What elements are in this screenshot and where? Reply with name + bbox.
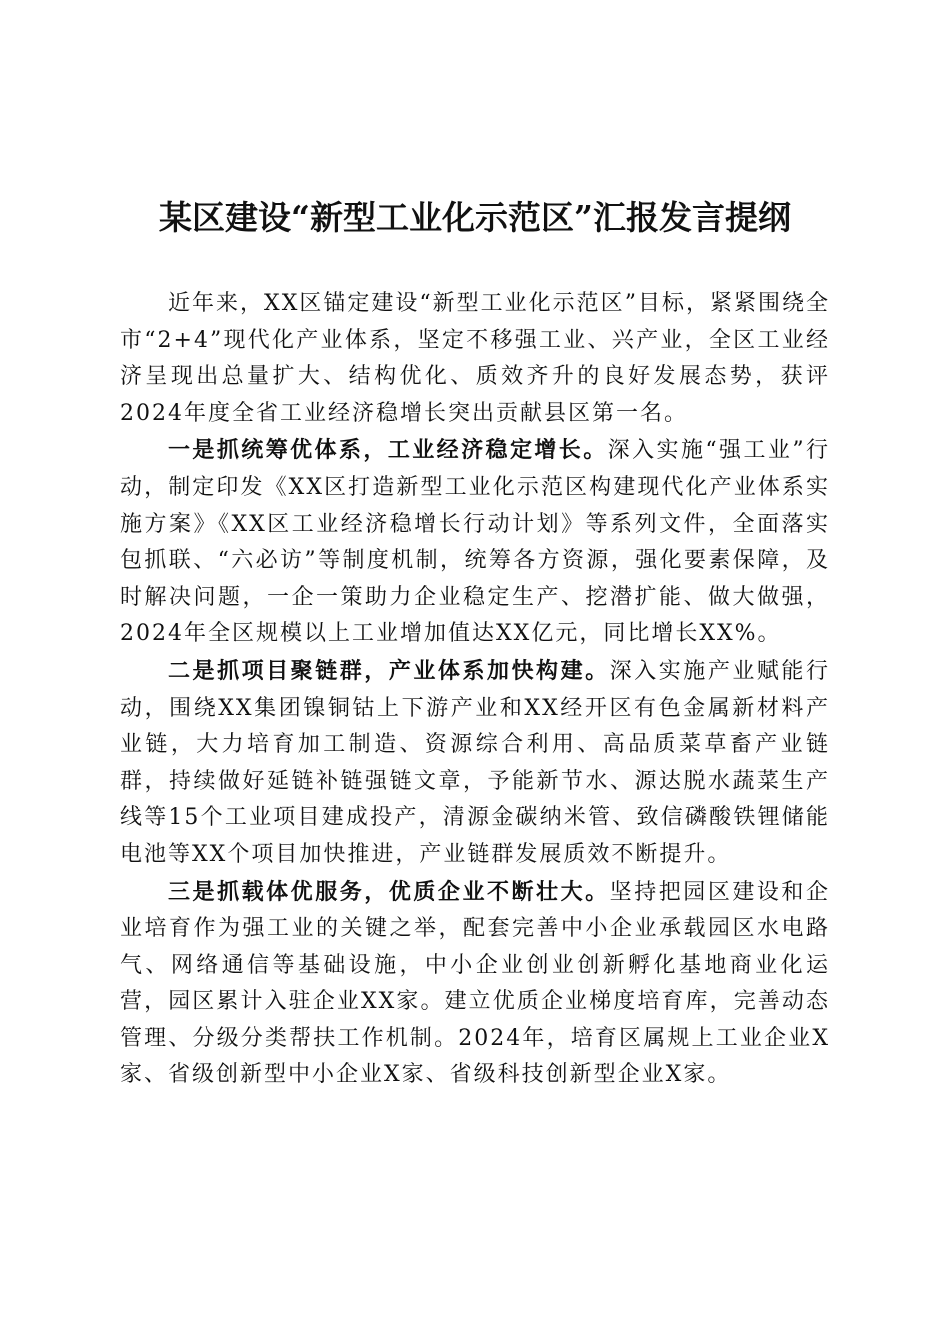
document-title: 某区建设“新型工业化示范区”汇报发言提纲 xyxy=(159,198,791,237)
section-text-2: 深入实施产业赋能行动，围绕XX集团镍铜钴上下游产业和XX经开区有色金属新材料产业链，大力培育加工制造、资源综合利用、高品质菜草畜产业链群，持续做好延链补链强链文章，予能新节水、源达脱水蔬菜生产线等15个工业项目建成投产，清源金碳纳米管、致信磷酸铁锂储能电池等XX个项目加快推进，产业链群发展质效不断提升。 xyxy=(120,658,830,867)
section-lead-1: 一是抓统筹优体系，工业经济稳定增长。 xyxy=(168,437,608,464)
section-paragraph-1 xyxy=(120,432,830,653)
section-lead-3: 三是抓载体优服务，优质企业不断壮大。 xyxy=(168,878,610,905)
section-lead-2: 二是抓项目聚链群，产业体系加快构建。 xyxy=(168,657,610,684)
document-body xyxy=(120,286,830,1094)
section-text-3: 坚持把园区建设和企业培育作为强工业的关键之举，配套完善中小企业承载园区水电路气、网络通信等基础设施，中小企业创业创新孵化基地商业化运营，园区累计入驻企业XX家。建立优质企业梯度培育库，完善动态管理、分级分类帮扶工作机制。2024年，培育区属规上工业企业X家、省级创新型中小企业X家、省级科技创新型企业X家。 xyxy=(120,879,830,1088)
intro-paragraph: 近年来，XX区锚定建设“新型工业化示范区”目标，紧紧围绕全市“2+4”现代化产业体系，坚定不移强工业、兴产业，全区工业经济呈现出总量扩大、结构优化、质效齐升的良好发展态势，获评2024年度全省工业经济稳增长突出贡献县区第一名。 xyxy=(120,291,830,426)
section-text-1: 深入实施“强工业”行动，制定印发《XX区打造新型工业化示范区构建现代化产业体系实施方案》《XX区工业经济稳增长行动计划》等系列文件，全面落实包抓联、“六必访”等制度机制，统筹各方资源，强化要素保障，及时解决问题，一企一策助力企业稳定生产、挖潜扩能、做大做强，2024年全区规模以上工业增加值达XX亿元，同比增长XX%。 xyxy=(120,438,830,647)
section-paragraph-3 xyxy=(120,874,830,1095)
section-paragraph-2 xyxy=(120,653,830,874)
